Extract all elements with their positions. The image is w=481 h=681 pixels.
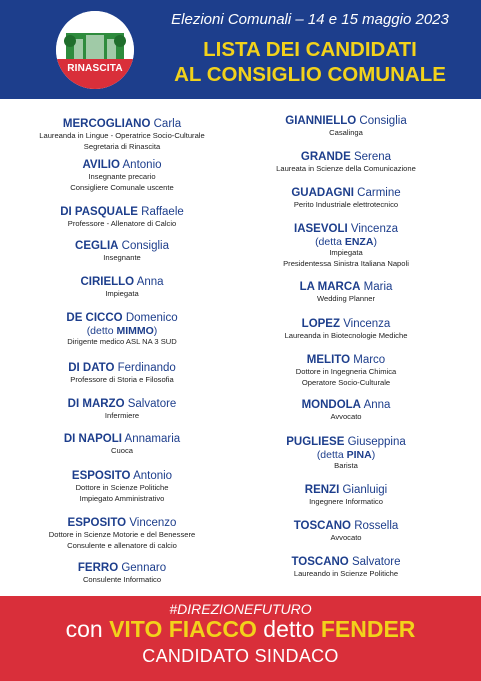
candidate-entry bbox=[226, 399, 466, 423]
candidate-first-name: Antonio bbox=[122, 159, 162, 171]
title-line-2: AL CONSIGLIO COMUNALE bbox=[174, 63, 446, 86]
candidate-description: Laureanda in Biotecnologie Mediche bbox=[284, 331, 408, 340]
candidate-entry bbox=[2, 470, 242, 504]
candidate-surname: ESPOSITO bbox=[71, 470, 131, 482]
candidate-surname: DI PASQUALE bbox=[60, 206, 138, 218]
candidate-entry bbox=[226, 556, 466, 580]
nickname-suffix: ) bbox=[371, 449, 376, 461]
candidate-first-name: Antonio bbox=[133, 470, 173, 482]
nickname-value: ENZA bbox=[344, 236, 374, 248]
candidate-first-name: Raffaele bbox=[141, 206, 184, 218]
candidate-description: Insegnante bbox=[103, 253, 141, 262]
candidate-description: Laureando in Scienze Politiche bbox=[293, 569, 399, 578]
candidate-surname: GRANDE bbox=[300, 151, 351, 163]
candidate-first-name: Anna bbox=[363, 399, 391, 411]
slogan-pre: con bbox=[65, 616, 110, 642]
candidate-entry bbox=[226, 354, 466, 388]
candidate-surname: TOSCANO bbox=[291, 556, 349, 568]
candidate-name bbox=[2, 312, 242, 325]
candidate-surname: DI NAPOLI bbox=[63, 433, 122, 445]
candidate-entry bbox=[2, 517, 242, 551]
candidate-first-name: Annamaria bbox=[124, 433, 181, 445]
nickname-prefix: (detta bbox=[316, 449, 347, 461]
candidate-name bbox=[2, 362, 242, 375]
candidate-name bbox=[226, 399, 466, 412]
candidate-entry bbox=[2, 159, 242, 193]
nickname-value: PINA bbox=[346, 449, 372, 461]
candidate-entry bbox=[2, 240, 242, 264]
candidate-description: Infermiere bbox=[104, 411, 140, 420]
candidate-first-name: Consiglia bbox=[359, 115, 407, 127]
rinascita-logo bbox=[56, 11, 134, 89]
candidate-entry bbox=[2, 433, 242, 457]
nickname-value: MIMMO bbox=[116, 325, 154, 337]
candidate-description: Consulente Informatico bbox=[82, 575, 162, 584]
candidate-description: Consigliere Comunale uscente bbox=[70, 182, 174, 192]
candidate-description: Dirigente medico ASL NA 3 SUD bbox=[67, 337, 177, 346]
candidate-name bbox=[226, 556, 466, 569]
candidate-first-name: Domenico bbox=[125, 312, 178, 324]
candidate-first-name: Marco bbox=[353, 354, 386, 366]
candidate-name bbox=[226, 318, 466, 331]
nickname-prefix: (detto bbox=[86, 325, 117, 337]
candidate-name bbox=[2, 517, 242, 530]
candidate-description: Impiegata bbox=[105, 289, 139, 298]
candidate-description: Ingegnere Informatico bbox=[309, 497, 383, 506]
candidate-first-name: Ferdinando bbox=[117, 362, 176, 374]
candidate-surname: TOSCANO bbox=[293, 520, 351, 532]
slogan-mid: detto bbox=[256, 616, 321, 642]
candidate-entry bbox=[2, 562, 242, 586]
candidate-name bbox=[2, 206, 242, 219]
candidate-surname: CEGLIA bbox=[75, 240, 119, 252]
candidate-description: Segretaria di Rinascita bbox=[83, 141, 161, 151]
candidate-nickname bbox=[2, 325, 242, 337]
candidate-surname: GUADAGNI bbox=[291, 187, 354, 199]
candidate-description: Professore - Allenatore di Calcio bbox=[67, 219, 177, 228]
candidate-name bbox=[2, 240, 242, 253]
candidate-surname: ESPOSITO bbox=[67, 517, 127, 529]
candidate-description: Presidentessa Sinistra Italiana Napoli bbox=[283, 258, 409, 268]
title-line-1: LISTA DEI CANDIDATI bbox=[203, 38, 417, 61]
candidate-surname: DI MARZO bbox=[67, 398, 125, 410]
candidate-description: Avvocato bbox=[330, 533, 362, 542]
candidate-surname: FERRO bbox=[77, 562, 119, 574]
nickname-suffix: ) bbox=[373, 236, 377, 248]
mayor-name: VITO FIACCO bbox=[109, 616, 257, 642]
candidate-description: Barista bbox=[334, 461, 358, 470]
candidate-surname: AVILIO bbox=[82, 159, 120, 171]
candidate-entry bbox=[226, 281, 466, 305]
candidate-entry bbox=[226, 318, 466, 342]
candidate-name bbox=[226, 436, 466, 449]
candidate-surname: DI DATO bbox=[68, 362, 115, 374]
candidate-description: Consulente e allenatore di calcio bbox=[67, 540, 177, 550]
candidate-name bbox=[2, 398, 242, 411]
candidate-name bbox=[2, 433, 242, 446]
candidate-description: Laureata in Scienze della Comunicazione bbox=[276, 164, 416, 173]
candidate-first-name: Serena bbox=[353, 151, 392, 163]
candidate-name bbox=[2, 276, 242, 289]
candidate-first-name: Salvatore bbox=[351, 556, 401, 568]
candidate-entry bbox=[226, 115, 466, 139]
candidate-name bbox=[226, 520, 466, 533]
hashtag: #DIREZIONEFUTURO bbox=[169, 601, 312, 617]
candidate-name bbox=[2, 562, 242, 575]
candidate-first-name: Salvatore bbox=[127, 398, 177, 410]
candidate-entry bbox=[2, 312, 242, 348]
candidate-surname: IASEVOLI bbox=[294, 223, 348, 235]
nickname-prefix: (detta bbox=[315, 236, 345, 248]
candidate-surname: MELITO bbox=[306, 354, 351, 366]
candidate-first-name: Consiglia bbox=[121, 240, 169, 252]
mayor-slogan bbox=[0, 616, 481, 643]
candidate-surname: RENZI bbox=[304, 484, 340, 496]
candidate-entry bbox=[2, 206, 242, 230]
candidate-nickname bbox=[226, 236, 466, 248]
mayor-role: CANDIDATO SINDACO bbox=[142, 646, 339, 666]
candidate-name bbox=[226, 151, 466, 164]
candidate-name bbox=[226, 115, 466, 128]
candidate-first-name: Vincenza bbox=[350, 223, 398, 235]
candidate-name bbox=[226, 281, 466, 294]
candidate-first-name: Gianluigi bbox=[342, 484, 388, 496]
candidate-nickname bbox=[226, 449, 466, 461]
candidate-first-name: Carmine bbox=[357, 187, 401, 199]
candidate-surname: LOPEZ bbox=[301, 318, 341, 330]
candidate-surname: MERCOGLIANO bbox=[62, 118, 151, 130]
candidate-entry bbox=[2, 362, 242, 386]
candidate-entry bbox=[226, 436, 466, 472]
candidate-surname: DE CICCO bbox=[66, 312, 123, 324]
candidate-first-name: Carla bbox=[153, 118, 182, 130]
candidate-description: Insegnante precario bbox=[88, 172, 156, 181]
header-banner bbox=[0, 0, 481, 99]
candidate-description: Dottore in Ingegneria Chimica bbox=[295, 367, 397, 376]
candidate-entry bbox=[2, 276, 242, 300]
candidate-first-name: Gennaro bbox=[121, 562, 167, 574]
candidate-description: Professore di Storia e Filosofia bbox=[70, 375, 174, 384]
candidate-first-name: Maria bbox=[363, 281, 393, 293]
candidate-name bbox=[2, 159, 242, 172]
candidate-first-name: Rossella bbox=[354, 520, 399, 532]
nickname-suffix: ) bbox=[153, 325, 158, 337]
candidate-entry bbox=[226, 187, 466, 211]
candidate-description: Casalinga bbox=[329, 128, 363, 137]
footer-banner bbox=[0, 596, 481, 681]
candidate-name bbox=[2, 470, 242, 483]
candidate-entry bbox=[2, 118, 242, 152]
logo-text: RINASCITA bbox=[67, 63, 123, 74]
candidate-description: Dottore in Scienze Politiche bbox=[75, 483, 169, 492]
candidate-entry bbox=[226, 223, 466, 269]
candidate-entry bbox=[226, 520, 466, 544]
candidate-entry bbox=[2, 398, 242, 422]
candidate-name bbox=[2, 118, 242, 131]
candidate-first-name: Anna bbox=[136, 276, 164, 288]
candidate-description: Perito Industriale elettrotecnico bbox=[293, 200, 399, 209]
candidate-description: Impiegato Amministrativo bbox=[79, 493, 165, 503]
candidate-description: Dottore in Scienze Motorie e del Benessere bbox=[48, 530, 196, 539]
candidate-surname: PUGLIESE bbox=[286, 436, 345, 448]
candidate-description: Wedding Planner bbox=[316, 294, 376, 303]
candidate-surname: LA MARCA bbox=[299, 281, 361, 293]
candidate-first-name: Giuseppina bbox=[347, 436, 406, 448]
candidate-name bbox=[226, 187, 466, 200]
candidate-surname: CIRIELLO bbox=[80, 276, 135, 288]
candidate-surname: MONDOLA bbox=[301, 399, 361, 411]
candidate-first-name: Vincenza bbox=[343, 318, 391, 330]
candidate-name bbox=[226, 484, 466, 497]
candidate-description: Cuoca bbox=[111, 446, 133, 455]
candidate-description: Avvocato bbox=[330, 412, 362, 421]
candidate-entry bbox=[226, 151, 466, 175]
candidate-description: Operatore Socio-Culturale bbox=[301, 377, 391, 387]
mayor-nickname: FENDER bbox=[320, 616, 416, 642]
candidate-description: Laureanda in Lingue - Operatrice Socio-Culturale bbox=[39, 131, 205, 140]
election-date: Elezioni Comunali – 14 e 15 maggio 2023 bbox=[171, 11, 449, 28]
candidate-description: Impiegata bbox=[329, 248, 363, 257]
candidate-first-name: Vincenzo bbox=[129, 517, 177, 529]
candidate-name bbox=[226, 223, 466, 236]
candidate-surname: GIANNIELLO bbox=[285, 115, 357, 127]
candidate-name bbox=[226, 354, 466, 367]
candidate-entry bbox=[226, 484, 466, 508]
